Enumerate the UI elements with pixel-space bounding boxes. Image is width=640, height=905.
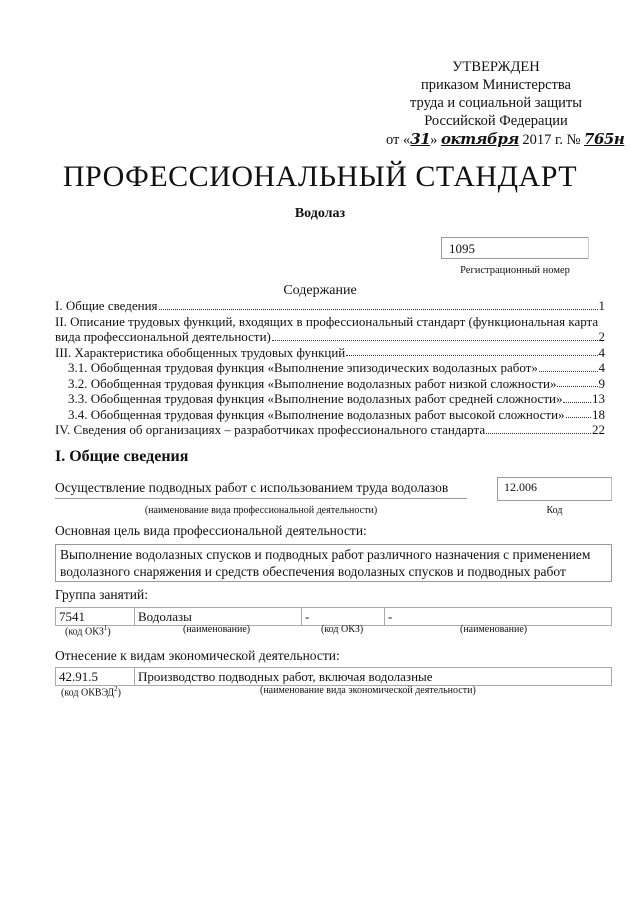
toc-item[interactable]: 3.3. Обобщенная трудовая функция «Выполнение водолазных работ средней сложности» 13 [68, 391, 605, 406]
toc-item[interactable]: IV. Сведения об организациях – разработчиках профессионального стандарта 22 [55, 422, 605, 437]
approval-line-ministry: труда и социальной защиты [410, 95, 582, 111]
caption-okved-code: (код ОКВЭД$^2$) [61, 685, 121, 699]
page-title: ПРОФЕССИОНАЛЬНЫЙ СТАНДАРТ [62, 160, 578, 193]
date-prefix: от « [386, 132, 411, 148]
group-label: Группа занятий: [55, 587, 148, 602]
okved-code: 42.91.5 [56, 668, 135, 686]
okved-table [55, 667, 612, 686]
goal-label: Основная цель вида профессиональной деятельности: [55, 523, 367, 538]
toc-item[interactable]: I. Общие сведения 1 [55, 298, 605, 313]
toc-item[interactable]: 3.2. Обобщенная трудовая функция «Выполнение водолазных работ низкой сложности» 9 [68, 375, 605, 391]
code-caption: Код [546, 505, 563, 516]
registration-number-box: 1095 [441, 237, 589, 259]
activity-caption: (наименование вида профессиональной деятельности) [144, 505, 378, 516]
approval-title: УТВЕРЖДЕН [452, 59, 540, 75]
date-mid: » [430, 132, 442, 148]
toc-item[interactable]: 3.4. Обобщенная трудовая функция «Выполнение водолазных работ высокой сложности» 18 [68, 406, 605, 422]
okz-name-2: - [385, 608, 612, 626]
registration-label: Регистрационный номер [460, 265, 570, 276]
order-number: 765н [584, 130, 625, 148]
caption-okz-code-1: (код ОКЗ$^1$) [65, 624, 111, 638]
toc-title: Содержание [283, 283, 357, 298]
date-day: 31 [410, 130, 431, 148]
goal-text-box: Выполнение водолазных спусков и подводных работ различного назначения с применением водолазного снаряжения и средств обеспечения водолазных спусков и подводных работ [55, 544, 612, 582]
table-of-contents [55, 298, 605, 438]
date-month: октября [441, 130, 519, 148]
approval-line-federation: Российской Федерации [424, 113, 568, 129]
section-heading: I. Общие сведения [55, 448, 189, 465]
activity-name: Осуществление подводных работ с использованием труда водолазов [55, 480, 467, 499]
approval-block [386, 58, 625, 149]
toc-item[interactable]: 3.1. Обобщенная трудовая функция «Выполнение эпизодических водолазных работ» 4 [68, 360, 605, 375]
activity-code-box: 12.006 [497, 477, 612, 501]
date-year: 2017 г. № [518, 132, 585, 148]
approval-line-order: приказом Министерства [421, 77, 571, 93]
toc-item[interactable]: III. Характеристика обобщенных трудовых функций 4 [55, 344, 605, 360]
okved-label: Отнесение к видам экономической деятельности: [55, 648, 340, 663]
caption-okz-name-1: (наименование) [183, 624, 251, 635]
okz-name-1: Водолазы [135, 608, 302, 626]
caption-okz-code-2: (код ОКЗ) [321, 624, 364, 635]
approval-date-line [386, 130, 625, 149]
caption-okz-name-2: (наименование) [460, 624, 528, 635]
standard-name: Водолаз [294, 206, 346, 221]
caption-okved-name: (наименование вида экономической деятельности) [260, 685, 476, 696]
okz-code-1: 7541 [56, 608, 135, 626]
toc-item[interactable]: II. Описание трудовых функций, входящих в профессиональный стандарт (функциональная карта вида профессиональной деятельности) 2 [55, 313, 605, 344]
okved-name: Производство подводных работ, включая водолазные [135, 668, 612, 686]
okz-code-2: - [302, 608, 385, 626]
